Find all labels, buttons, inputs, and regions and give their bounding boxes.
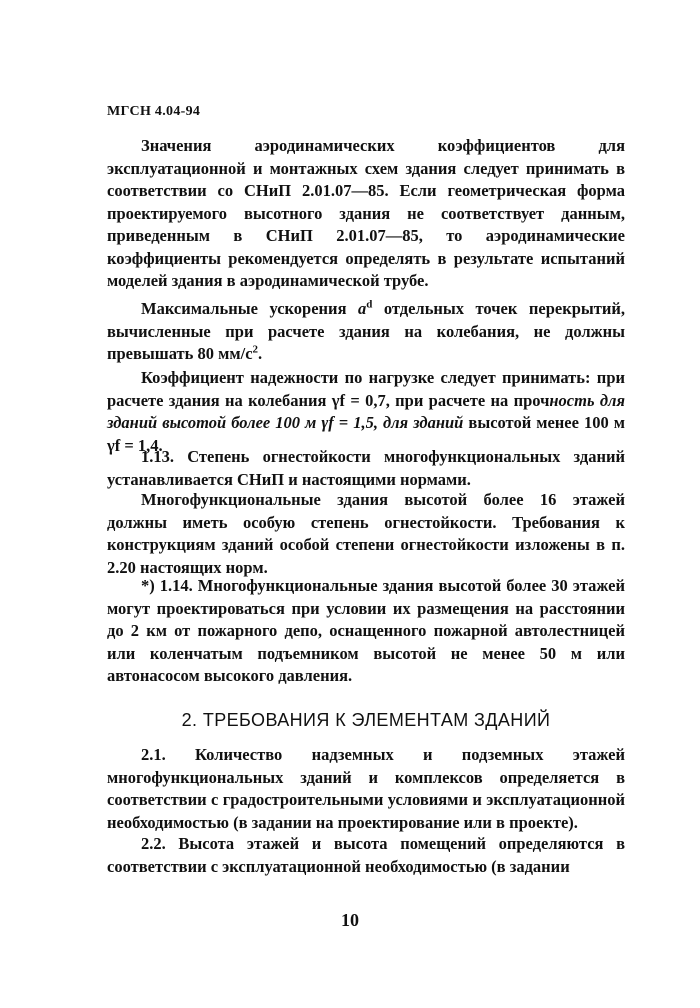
accel-text-before: Максимальные ускорения (141, 299, 358, 318)
reliability-text-italic: ность для зданий высотой более 100 м γf = 1,5, для зданий (107, 390, 625, 432)
accel-symbol-superscript: d (366, 298, 373, 311)
accel-text-after: . (258, 344, 263, 363)
paragraph-1-14-fire-depot: *) 1.14. Многофункциональные здания высотой более 30 этажей могут проектироваться при условии их размещения на расстоянии до 2 км от пожарного депо, оснащенного пожарной автолестницей или коленчатым подъемником высотой не менее 50 м или автонасосом высокого давления. (107, 576, 625, 685)
paragraph-2-2-floor-height: 2.2. Высота этажей и высота помещений определяются в соответствии с эксплуатационной необходимостью (в задании (107, 834, 625, 876)
paragraph-reliability-coefficient (107, 367, 625, 457)
accel-text-middle: отдельных точек перекрытий, вычисленные при расчете здания на колебания, не должны превышать 80 мм/с (107, 299, 626, 363)
document-code-header: МГСН 4.04-94 (107, 104, 201, 119)
reliability-text-1: Коэффициент надежности по нагрузке следует принимать: при расчете здания на колебания γf = 0,7, при расчете на проч (107, 368, 625, 410)
paragraph-special-fire-resistance: Многофункциональные здания высотой более 16 этажей должны иметь особую степень огнестойкости. Требования к конструкциям зданий особой степени огнестойкости изложены в п. 2.20 настоящих норм. (107, 490, 625, 577)
paragraph-1-13-fire-resistance: 1.13. Степень огнестойкости многофункциональных зданий устанавливается СНиП и настоящими нормами. (107, 447, 625, 489)
page-number: 10 (341, 910, 359, 930)
paragraph-aerodynamic-coefficients: Значения аэродинамических коэффициентов для эксплуатационной и монтажных схем здания следует принимать в соответствии со СНиП 2.01.07—85. Если геометрическая форма проектируемого высотного здания не соответствует данным, приведенным в СНиП 2.01.07—85, то аэродинамические коэффициенты рекомендуется определять в результате испытаний моделей здания в аэродинамической трубе. (107, 136, 625, 290)
accel-symbol: a (357, 299, 367, 318)
paragraph-2-1-floor-count: 2.1. Количество надземных и подземных этажей многофункциональных зданий и комплексов определяется в соответствии с градостроительными условиями и эксплуатационной необходимостью (в задании на проектирование или в проекте). (107, 745, 625, 832)
reliability-text-3: высотой менее 100 м γf = 1,4. (107, 413, 626, 455)
accel-unit-superscript: 2 (252, 343, 259, 356)
section-title: 2. ТРЕБОВАНИЯ К ЭЛЕМЕНТАМ ЗДАНИЙ (181, 710, 551, 730)
paragraph-max-accelerations (107, 298, 625, 366)
